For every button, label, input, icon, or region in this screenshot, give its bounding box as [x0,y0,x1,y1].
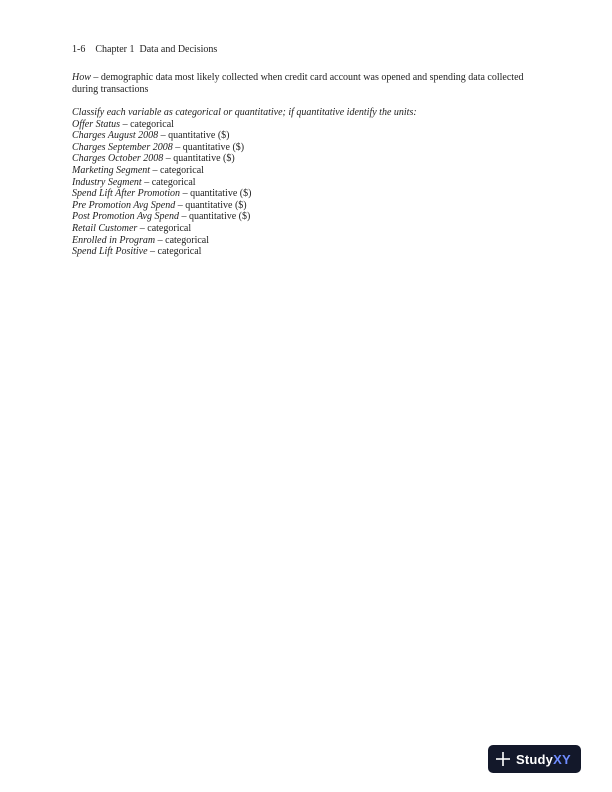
variable-name: Charges August 2008 [72,130,159,142]
variable-name: Spend Lift After Promotion [72,188,181,200]
variable-name: Charges October 2008 [72,153,164,165]
variable-type: – categorical [141,176,196,188]
chapter-title: Data and Decisions [139,44,218,55]
variable-row [72,235,542,247]
brand-accent: XY [553,751,571,767]
variable-row [72,223,542,235]
brand-logo-text [516,752,571,767]
variable-type: – categorical [137,222,192,234]
variable-type: – categorical [155,234,210,246]
variable-type: – quantitative ($) [175,199,247,211]
how-text-1: – demographic data most likely collected when credit card account was opened and spending data collected [90,72,524,83]
how-paragraph [72,72,542,95]
chapter-label: Chapter 1 [95,44,135,55]
variable-name: Enrolled in Program [72,234,156,246]
page-header [72,44,217,56]
variable-name: Offer Status [72,118,121,130]
studyxy-watermark-badge[interactable] [488,745,581,773]
variable-name: Post Promotion Avg Spend [72,211,179,223]
variable-row [72,177,542,189]
variable-row [72,200,542,212]
classify-section [72,107,542,258]
variable-type: – quantitative ($) [180,188,252,200]
variable-type: – categorical [120,118,174,130]
plus-icon [496,752,510,766]
variable-type: – quantitative ($) [172,141,245,153]
variable-name: Retail Customer [72,222,138,234]
how-line-2: during transactions [72,83,149,95]
variable-type: – quantitative ($) [158,130,230,142]
variable-name: Charges September 2008 [72,141,173,153]
page-number: 1-6 [72,44,86,55]
variable-name: Spend Lift Positive [72,246,148,258]
variable-type: – quantitative ($) [178,211,251,223]
variable-row [72,153,542,165]
variable-type: – quantitative ($) [163,153,235,165]
variable-row [72,246,542,258]
variable-row [72,130,542,142]
variable-name: Pre Promotion Avg Spend [72,199,176,211]
classify-instruction: Classify each variable as categorical or quantitative; if quantitative identify the units: [72,107,417,118]
variable-type: – categorical [150,164,204,176]
how-label: How [72,72,91,83]
how-line-1 [72,72,542,84]
variable-row [72,211,542,223]
variable-name: Industry Segment [72,176,142,188]
variable-row [72,142,542,154]
variable-row [72,188,542,200]
variable-name: Marketing Segment [72,164,151,176]
variable-type: – categorical [147,246,202,258]
variable-row [72,165,542,177]
variable-row [72,119,542,131]
brand-main: Study [516,751,554,767]
